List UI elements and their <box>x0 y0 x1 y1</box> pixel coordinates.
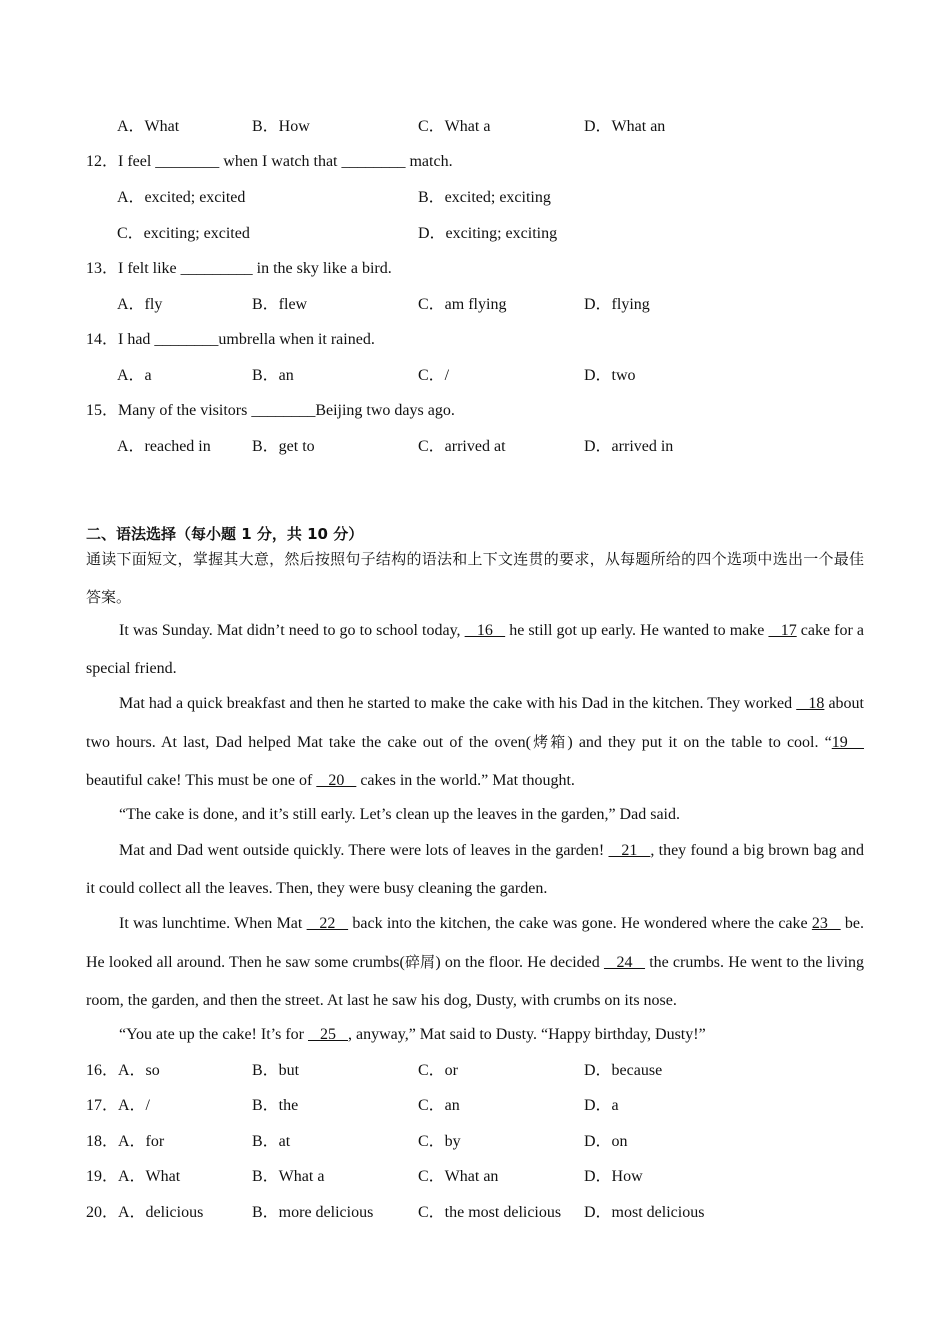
q14-option-c: C．/ <box>418 367 450 384</box>
passage-paragraph-5 <box>86 905 864 1020</box>
blank-18: 18 <box>796 695 825 712</box>
q14-option-b: B．an <box>252 367 294 384</box>
q15-option-a: A．reached in <box>117 438 211 455</box>
q17-option-a: 17．A．/ <box>86 1097 151 1114</box>
passage-paragraph-4 <box>86 832 864 908</box>
section-instruction: 通读下面短文，掌握其大意，然后按照句子结构的语法和上下文连贯的要求，从每题所给的四个选项中选出一个最佳答案。 <box>86 550 864 606</box>
q13-option-d: D．flying <box>584 296 650 313</box>
q14-option-d: D．two <box>584 367 636 384</box>
passage-text: cakes in the world.” Mat thought. <box>356 772 575 789</box>
section-heading: 二、语法选择（每小题 1 分，共 10 分） <box>86 525 364 543</box>
passage-text: beautiful cake! This must be one of <box>86 772 317 789</box>
passage-text: about two hours. At last, Dad helped Mat take the cake out of the oven( <box>86 695 864 751</box>
blank-23: 23 <box>811 915 841 932</box>
q13-option-a: A．fly <box>117 296 163 313</box>
q12-option-d: D．exciting; exciting <box>418 225 558 242</box>
passage-text: the crumbs. He went to the living room, the garden, and then the street. At last he saw his dog, Dusty, with crumbs on its nose. <box>86 954 865 1009</box>
passage-paragraph-3 <box>86 796 864 834</box>
passage-text: Mat and Dad went outside quickly. There were lots of leaves in the garden! <box>119 842 609 859</box>
blank-16: 16 <box>464 622 506 639</box>
q19-option-c: C．What an <box>418 1168 499 1185</box>
passage-gloss-oven: 烤箱 <box>530 733 568 751</box>
passage-gloss-crumbs: 碎屑 <box>404 953 436 971</box>
q18-option-a: 18．A．for <box>86 1133 165 1150</box>
q13-option-b: B．flew <box>252 296 308 313</box>
q11-option-a: A．What <box>117 118 180 135</box>
q16-option-b: B．but <box>252 1062 300 1079</box>
q19-option-d: D．How <box>584 1168 643 1185</box>
blank-21: 21 <box>608 842 651 859</box>
blank-17: 17 <box>768 622 797 639</box>
q15-option-d: D．arrived in <box>584 438 674 455</box>
q14-option-a: A．a <box>117 367 152 384</box>
q15-option-c: C．arrived at <box>418 438 506 455</box>
passage-text: , anyway,” Mat said to Dusty. “Happy birthday, Dusty!” <box>347 1026 706 1043</box>
q11-option-d: D．What an <box>584 118 666 135</box>
q12-option-b: B．excited; exciting <box>418 189 551 206</box>
passage-text: It was Sunday. Mat didn’t need to go to school today, <box>119 622 465 639</box>
passage-text: “The cake is done, and it’s still early. Let’s clean up the leaves in the garden,” Dad said. <box>119 806 680 823</box>
passage-text: cake for a special friend. <box>86 622 865 677</box>
blank-19: 19 <box>831 734 864 751</box>
passage-text: ) on the floor. He decided <box>435 954 604 971</box>
passage-text: “You ate up the cake! It’s for <box>119 1026 308 1043</box>
q16-option-c: C．or <box>418 1062 459 1079</box>
passage-text: back into the kitchen, the cake was gone. He wondered where the cake <box>348 915 812 932</box>
q14-stem: 14．I had ________umbrella when it rained. <box>86 331 375 348</box>
q17-option-b: B．the <box>252 1097 299 1114</box>
q16-option-d: D．because <box>584 1062 663 1079</box>
q17-option-c: C．an <box>418 1097 460 1114</box>
blank-24: 24 <box>603 954 646 971</box>
passage-text: he still got up early. He wanted to make <box>505 622 769 639</box>
q20-option-a: 20．A．delicious <box>86 1204 204 1221</box>
blank-22: 22 <box>306 915 349 932</box>
passage-text: , they found a big brown bag and it could collect all the leaves. Then, they were busy cleaning the garden. <box>86 842 864 897</box>
blank-25: 25 <box>307 1026 348 1043</box>
q17-option-d: D．a <box>584 1097 619 1114</box>
q16-option-a: 16．A．so <box>86 1062 160 1079</box>
passage-text: ) and they put it on the table to cool. “ <box>567 734 832 751</box>
q20-option-d: D．most delicious <box>584 1204 705 1221</box>
q20-option-c: C．the most delicious <box>418 1204 562 1221</box>
q15-option-b: B．get to <box>252 438 315 455</box>
q18-option-b: B．at <box>252 1133 291 1150</box>
q13-option-c: C．am flying <box>418 296 507 313</box>
q15-stem: 15．Many of the visitors ________Beijing two days ago. <box>86 402 455 419</box>
passage-text: It was lunchtime. When Mat <box>119 915 307 932</box>
blank-20: 20 <box>316 772 357 789</box>
q19-option-b: B．What a <box>252 1168 325 1185</box>
q11-option-c: C．What a <box>418 118 491 135</box>
passage-paragraph-2 <box>86 685 864 800</box>
q12-stem: 12．I feel ________ when I watch that ________ match. <box>86 153 453 170</box>
passage-paragraph-1 <box>86 612 864 688</box>
q18-option-c: C．by <box>418 1133 461 1150</box>
q18-option-d: D．on <box>584 1133 628 1150</box>
q11-option-b: B．How <box>252 118 310 135</box>
q20-option-b: B．more delicious <box>252 1204 374 1221</box>
passage-paragraph-6 <box>86 1016 864 1054</box>
q13-stem: 13．I felt like _________ in the sky like a bird. <box>86 260 392 277</box>
passage-text: Mat had a quick breakfast and then he started to make the cake with his Dad in the kitchen. They worked <box>119 695 797 712</box>
q19-option-a: 19．A．What <box>86 1168 181 1185</box>
passage-text: be. He looked all around. Then he saw some crumbs( <box>86 915 865 971</box>
q12-option-c: C．exciting; excited <box>117 225 250 242</box>
q12-option-a: A．excited; excited <box>117 189 246 206</box>
